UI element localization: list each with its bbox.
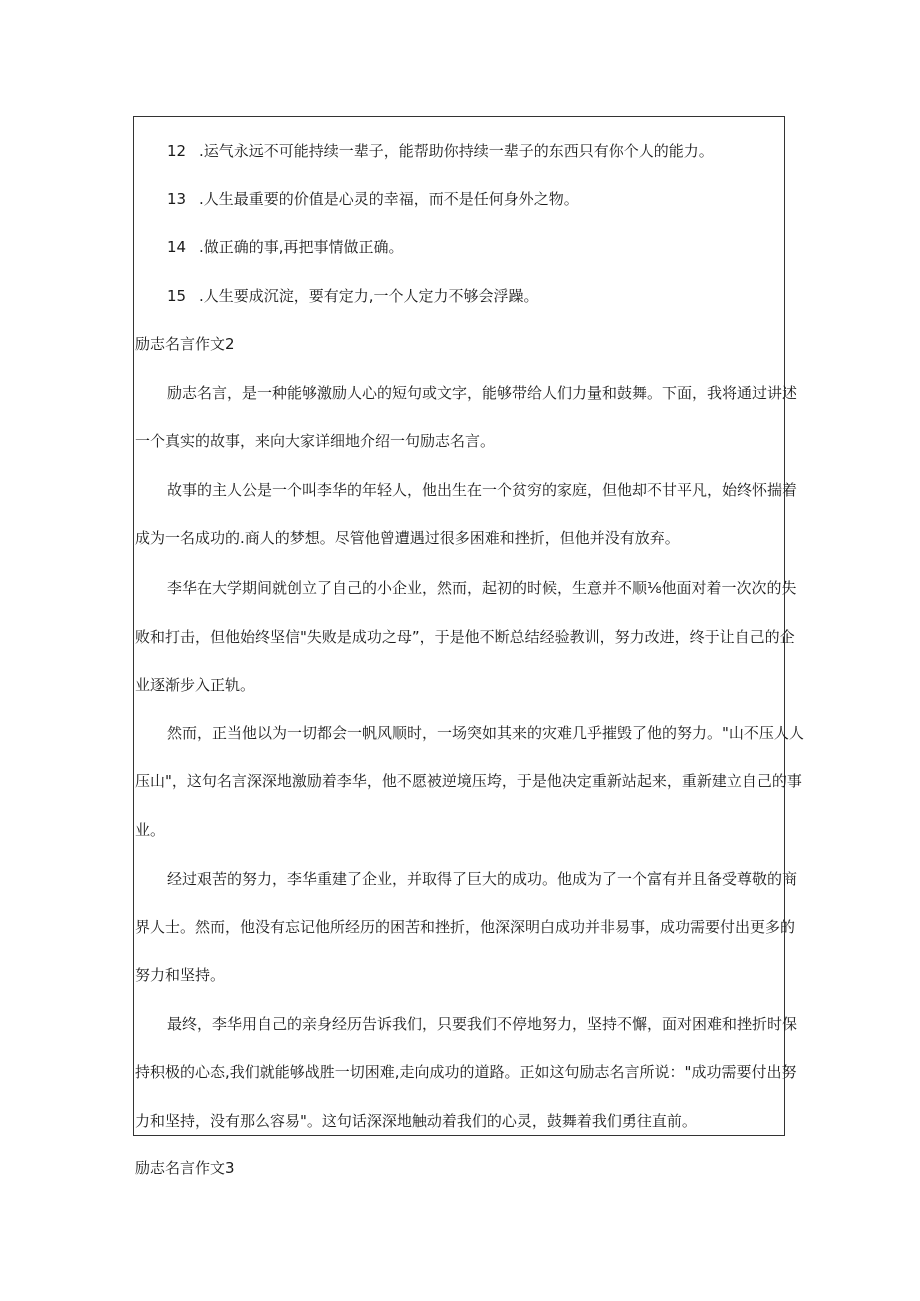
- paragraph-line: 成为一名成功的.商人的梦想。尽管他曾遭遇过很多困难和挫折，但他并没有放弃。: [135, 529, 680, 547]
- paragraph-line: 李华在大学期间就创立了自己的小企业，然而，起初的时候，生意并不顺⅛他面对着一次次的失: [167, 579, 797, 597]
- paragraph-line: 励志名言，是一种能够激励人心的短句或文字，能够带给人们力量和鼓舞。下面，我将通过讲述: [167, 384, 798, 402]
- list-item-text: .人生最重要的价值是心灵的幸福，而不是任何身外之物。: [199, 190, 579, 208]
- list-item-text: .做正确的事,再把事情做正确。: [199, 238, 404, 256]
- section-title-3: 励志名言作文3: [135, 1159, 235, 1177]
- list-item: [167, 286, 817, 306]
- list-item-text: .运气永远不可能持续一辈子，能帮助你持续一辈子的东西只有你个人的能力。: [199, 142, 714, 160]
- paragraph-line: 一个真实的故事，来向大家详细地介绍一句励志名言。: [135, 432, 496, 450]
- paragraph-line: 败和打击，但他始终坚信"失败是成功之母”，于是他不断总结经验教训，努力改进，终于让自己的企: [135, 628, 795, 646]
- paragraph-line: 持积极的心态,我们就能够战胜一切困难,走向成功的道路。正如这句励志名言所说："成功需要付出努: [135, 1063, 797, 1081]
- list-item-number: 13: [167, 190, 187, 208]
- paragraph-line: 努力和坚持。: [135, 966, 226, 984]
- list-item-number: 14: [167, 238, 187, 256]
- paragraph-line: 力和坚持，没有那么容易"。这句话深深地触动着我们的心灵，鼓舞着我们勇往直前。: [135, 1112, 697, 1130]
- paragraph-line: 界人士。然而，他没有忘记他所经历的困苦和挫折，他深深明白成功并非易事，成功需要付出更多的: [135, 918, 796, 936]
- paragraph-line: 最终，李华用自己的亲身经历告诉我们，只要我们不停地努力，坚持不懈，面对困难和挫折时保: [167, 1015, 798, 1033]
- paragraph-line: 经过艰苦的努力，李华重建了企业，并取得了巨大的成功。他成为了一个富有并且备受尊敬的商: [167, 870, 798, 888]
- list-item-text: .人生要成沉淀，要有定力,一个人定力不够会浮躁。: [199, 287, 539, 305]
- paragraph-line: 业。: [135, 821, 166, 839]
- list-item-number: 15: [167, 287, 187, 305]
- paragraph-line: 然而，正当他以为一切都会一帆风顺时，一场突如其来的灾难几乎摧毁了他的努力。"山不压人人: [167, 724, 804, 742]
- paragraph-line: 压山"，这句名言深深地激励着李华，他不愿被逆境压垮，于是他决定重新站起来，重新建立自己的事: [135, 772, 802, 790]
- section-title-2: 励志名言作文2: [135, 335, 235, 353]
- paragraph-line: 故事的主人公是一个叫李华的年轻人，他出生在一个贫穷的家庭，但他却不甘平凡，始终怀揣着: [167, 481, 798, 499]
- list-item: [167, 141, 817, 161]
- list-item: [167, 237, 817, 257]
- list-item-number: 12: [167, 142, 187, 160]
- list-item: [167, 189, 817, 209]
- paragraph-line: 业逐渐步入正轨。: [135, 676, 256, 694]
